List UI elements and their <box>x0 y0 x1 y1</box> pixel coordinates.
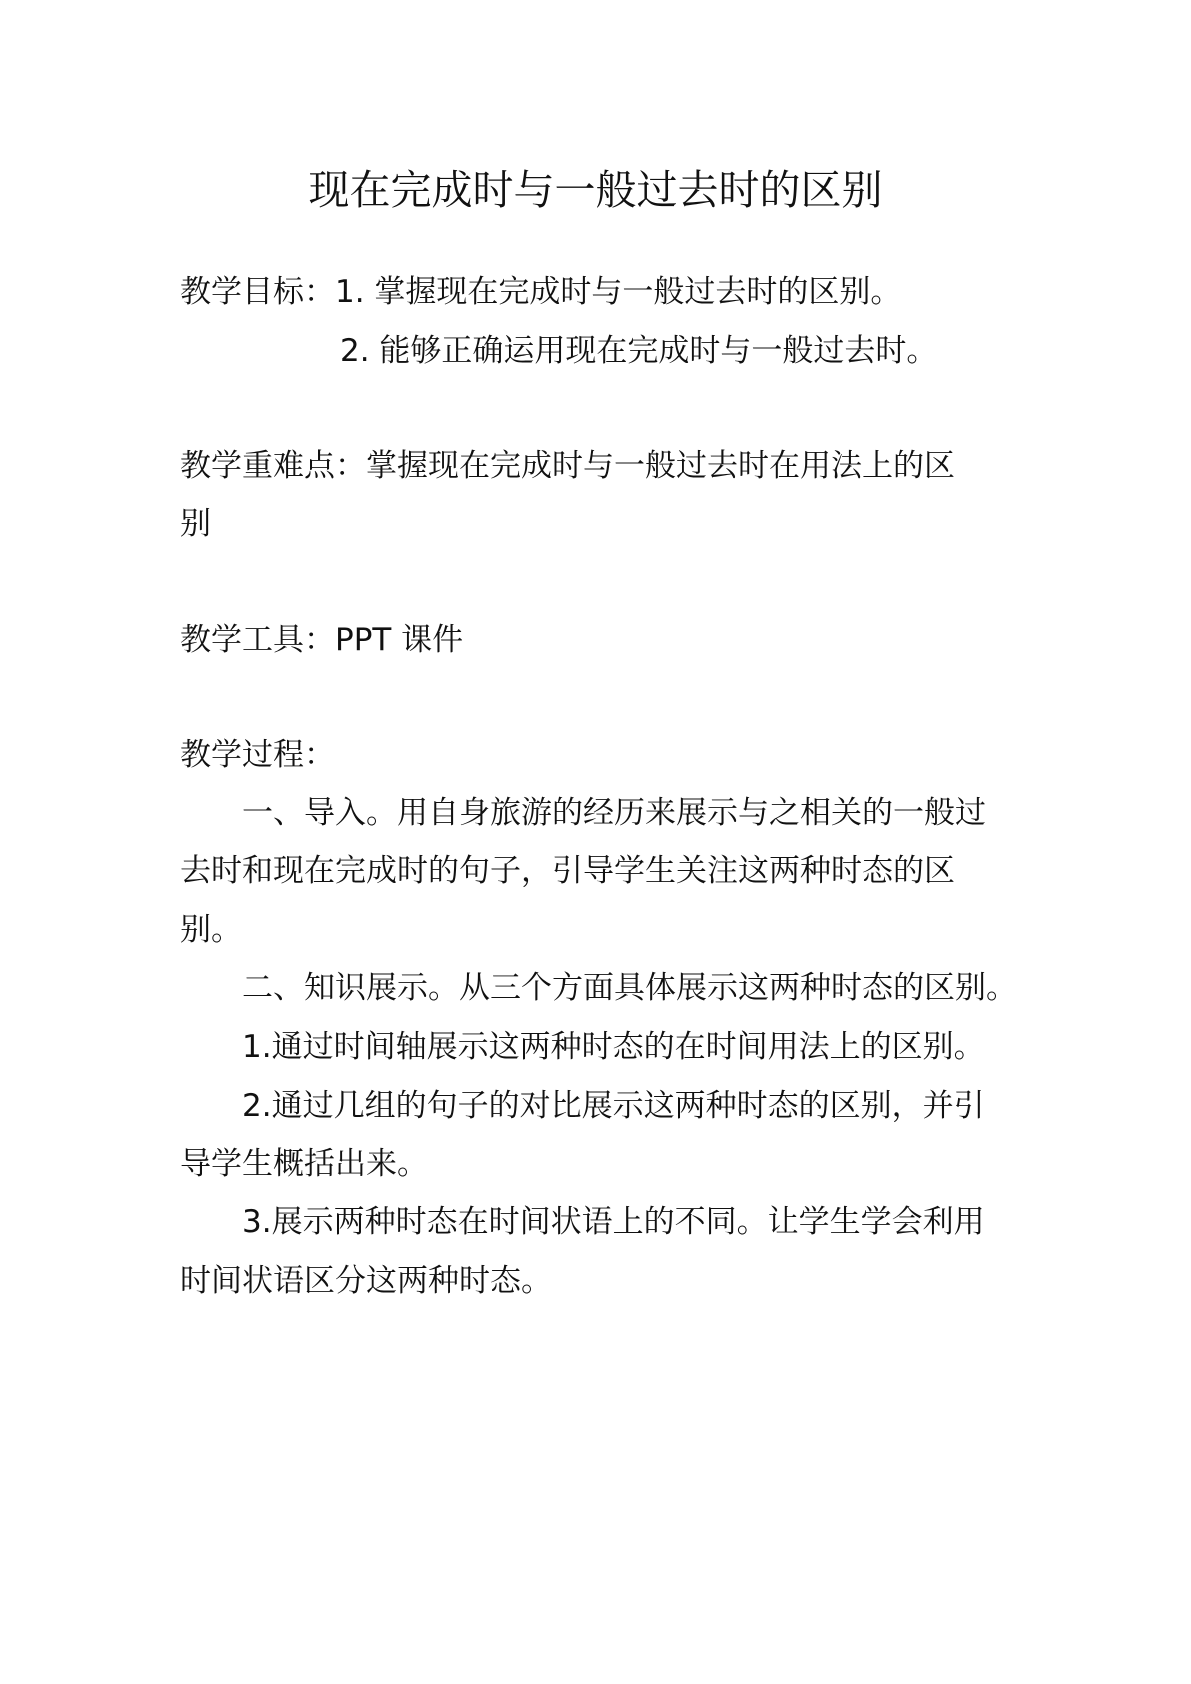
intro-line-2: 去时和现在完成时的句子，引导学生关注这两种时态的区 <box>180 853 955 889</box>
key-points-line-2: 别 <box>180 506 211 542</box>
knowledge-display: 二、知识展示。从三个方面具体展示这两种时态的区别。 <box>242 970 1017 1006</box>
process-label: 教学过程： <box>180 737 335 773</box>
point-2-line-2: 导学生概括出来。 <box>180 1146 428 1182</box>
point-2-line-1: 2.通过几组的句子的对比展示这两种时态的区别，并引 <box>242 1088 985 1124</box>
objectives-line-1 <box>180 272 1020 312</box>
document-title: 现在完成时与一般过去时的区别 <box>308 166 883 214</box>
point-3-line-2: 时间状语区分这两种时态。 <box>180 1263 552 1299</box>
objectives-label: 教学目标： <box>180 274 335 310</box>
objective-item-1: 1. 掌握现在完成时与一般过去时的区别。 <box>335 274 902 310</box>
objective-item-2: 2. 能够正确运用现在完成时与一般过去时。 <box>340 333 938 369</box>
intro-line-3: 别。 <box>180 912 242 948</box>
teaching-tools: 教学工具：PPT 课件 <box>180 622 464 658</box>
key-points-line-1: 教学重难点：掌握现在完成时与一般过去时在用法上的区 <box>180 448 955 484</box>
point-3-line-1: 3.展示两种时态在时间状语上的不同。让学生学会利用 <box>242 1204 985 1240</box>
intro-line-1: 一、导入。用自身旅游的经历来展示与之相关的一般过 <box>242 795 986 831</box>
point-1: 1.通过时间轴展示这两种时态的在时间用法上的区别。 <box>242 1029 985 1065</box>
